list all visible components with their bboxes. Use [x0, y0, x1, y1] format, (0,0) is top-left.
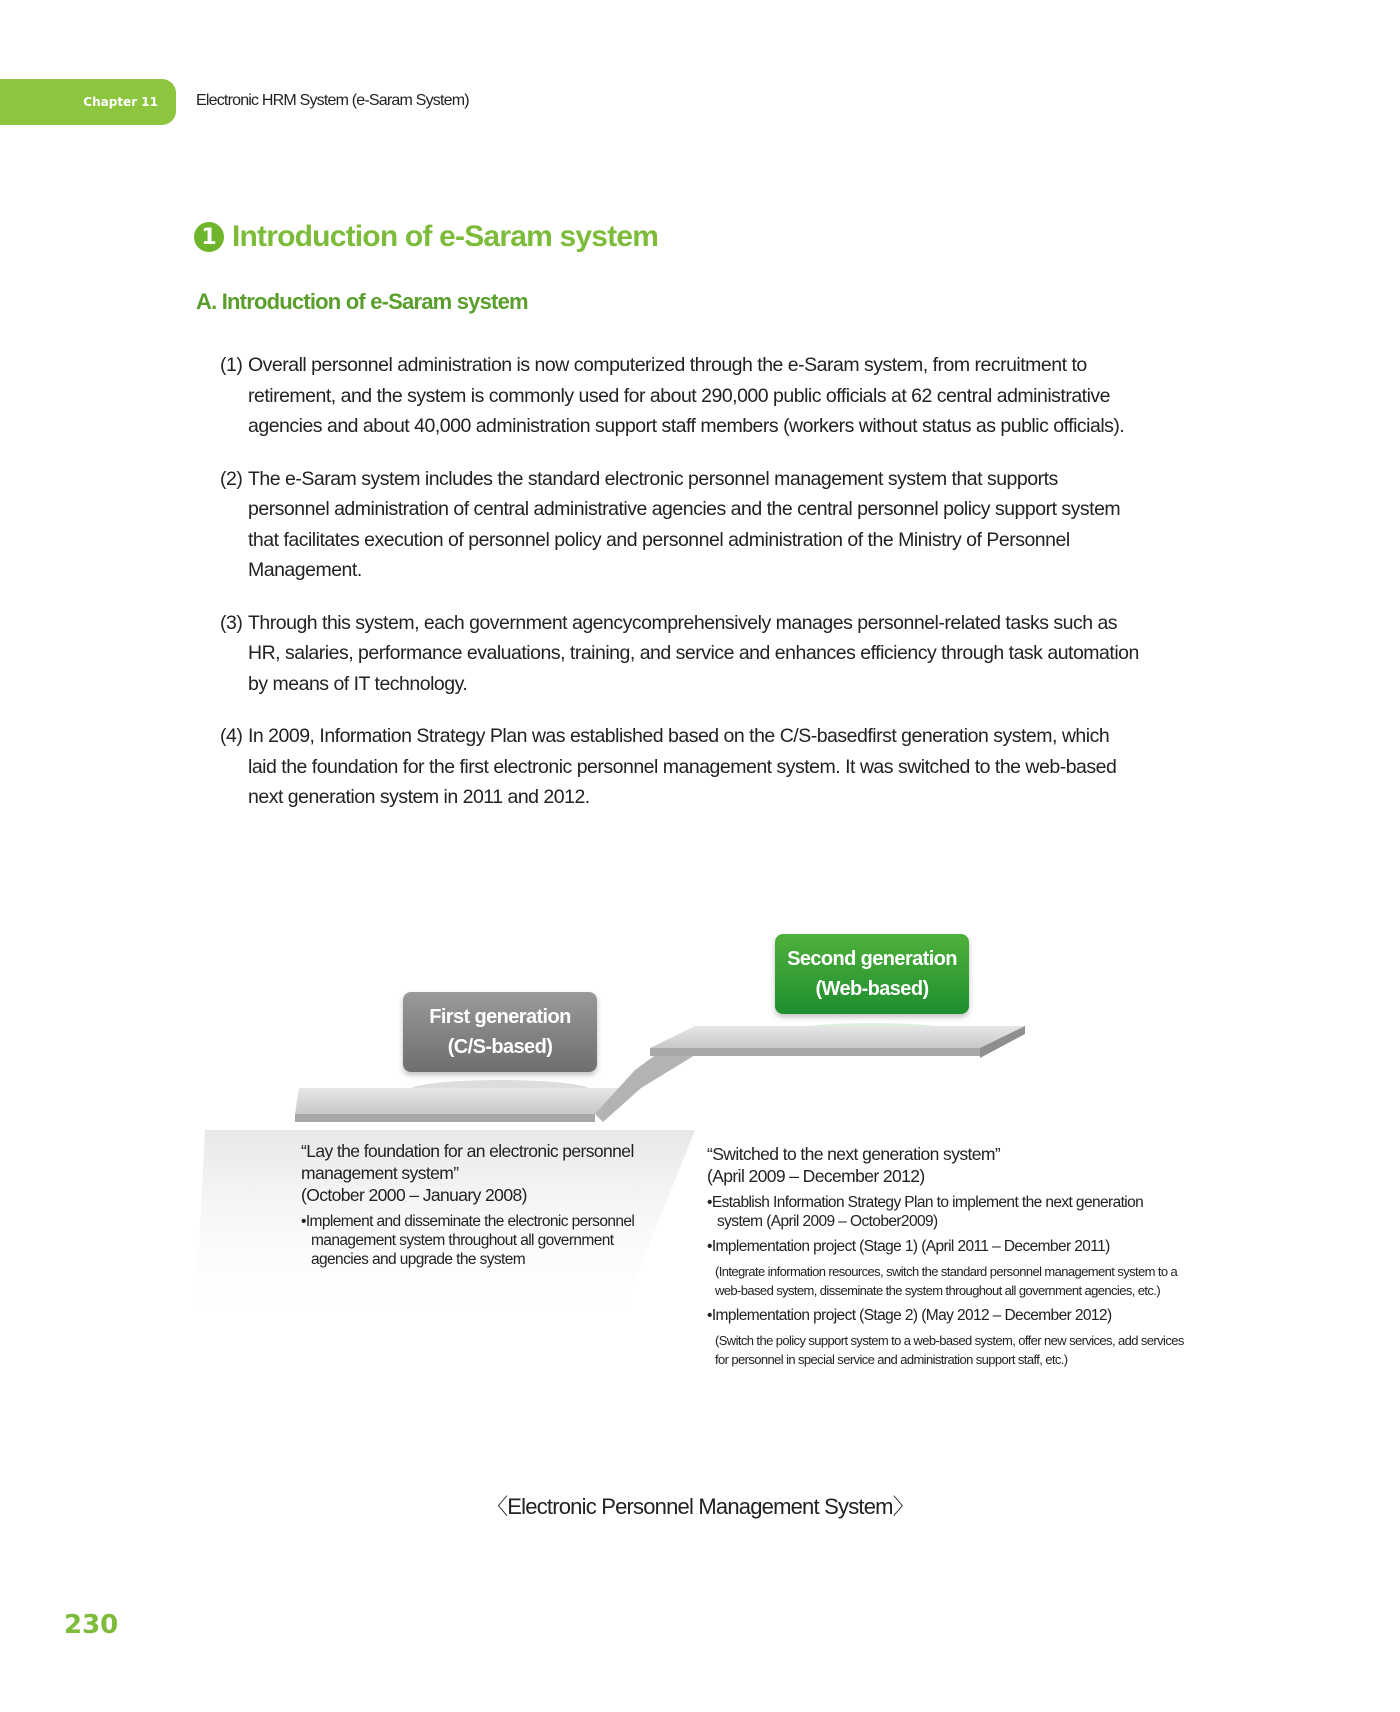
section-heading	[194, 220, 658, 254]
paragraph	[220, 464, 1140, 586]
sub-heading: A. Introduction of e-Saram system	[196, 289, 528, 314]
chapter-tab: Chapter 11	[0, 79, 176, 125]
page-number: 230	[64, 1610, 119, 1640]
paragraph-text: The e-Saram system includes the standard electronic personnel management system that supports personnel administration of central administrative agencies and the central personnel policy support system that facilitates execution of personnel policy and personnel administration of the Ministry of Personnel Management.	[248, 467, 1121, 581]
second-generation-box	[775, 934, 969, 1014]
figure-caption: 〈Electronic Personnel Management System〉	[486, 1494, 914, 1519]
paragraph	[220, 721, 1140, 813]
generation-diagram	[195, 930, 1205, 1430]
first-generation-period: (October 2000 – January 2008)	[301, 1185, 527, 1205]
paragraph	[220, 608, 1140, 700]
second-generation-type: (Web-based)	[815, 978, 929, 1000]
upper-step-front	[650, 1048, 980, 1056]
second-generation-details	[707, 1143, 1187, 1375]
second-generation-bullet-stage2: • Implementation project (Stage 2) (May 2012 – December 2012)	[707, 1306, 1187, 1325]
second-generation-period: (April 2009 – December 2012)	[707, 1166, 925, 1186]
running-title: Electronic HRM System (e-Saram System)	[196, 92, 469, 109]
section-number-badge: 1	[194, 222, 224, 252]
first-generation-quote: “Lay the foundation for an electronic personnel management system”	[301, 1141, 634, 1183]
paragraph-text: Overall personnel administration is now computerized through the e-Saram system, from recruitment to retirement, and the system is commonly used for about 290,000 public officials at 62 central administrative agencies and about 40,000 administration support staff members (workers without status as public officials).	[248, 354, 1125, 437]
first-generation-bullet: • Implement and disseminate the electronic personnel management system throughout all government agencies and upgrade the system	[301, 1212, 641, 1269]
paragraph	[220, 350, 1140, 442]
first-generation-type: (C/S-based)	[447, 1036, 553, 1058]
paragraph-list	[220, 350, 1140, 835]
lower-step-top	[295, 1088, 641, 1114]
first-generation-title: First generation	[429, 1006, 571, 1028]
first-generation-box	[403, 992, 597, 1072]
second-generation-note-stage1: (Integrate information resources, switch the standard personnel management system to a web-based system, disseminate the system throughout all government agencies, etc.)	[715, 1264, 1178, 1298]
second-generation-quote: “Switched to the next generation system”	[707, 1144, 1001, 1164]
second-generation-bullet-stage1: • Implementation project (Stage 1) (April 2011 – December 2011)	[707, 1237, 1187, 1256]
lower-step-edge	[295, 1114, 595, 1122]
section-title: Introduction of e-Saram system	[232, 220, 659, 253]
second-generation-title: Second generation	[787, 948, 957, 970]
upper-step-top	[650, 1026, 1025, 1048]
paragraph-text: Through this system, each government agencycomprehensively manages personnel-related tasks such as HR, salaries, performance evaluations, training, and service and enhances efficiency through task automation by means of IT technology.	[248, 611, 1139, 695]
first-generation-details	[301, 1140, 641, 1275]
paragraph-number: (4)	[220, 725, 243, 747]
second-generation-bullet-isp: • Establish Information Strategy Plan to implement the next generation system (April 2009 – October2009)	[707, 1193, 1187, 1231]
second-generation-note-stage2: (Switch the policy support system to a web-based system, offer new services, add services for personnel in special service and administration support staff, etc.)	[715, 1333, 1184, 1367]
paragraph-number: (3)	[220, 611, 243, 634]
paragraph-text: In 2009, Information Strategy Plan was established based on the C/S-basedfirst generation system, which laid the foundation for the first electronic personnel management system. It was switched to the web-based next generation system in 2011 and 2012.	[248, 725, 1117, 808]
paragraph-number: (2)	[220, 467, 243, 490]
paragraph-number: (1)	[220, 354, 243, 376]
